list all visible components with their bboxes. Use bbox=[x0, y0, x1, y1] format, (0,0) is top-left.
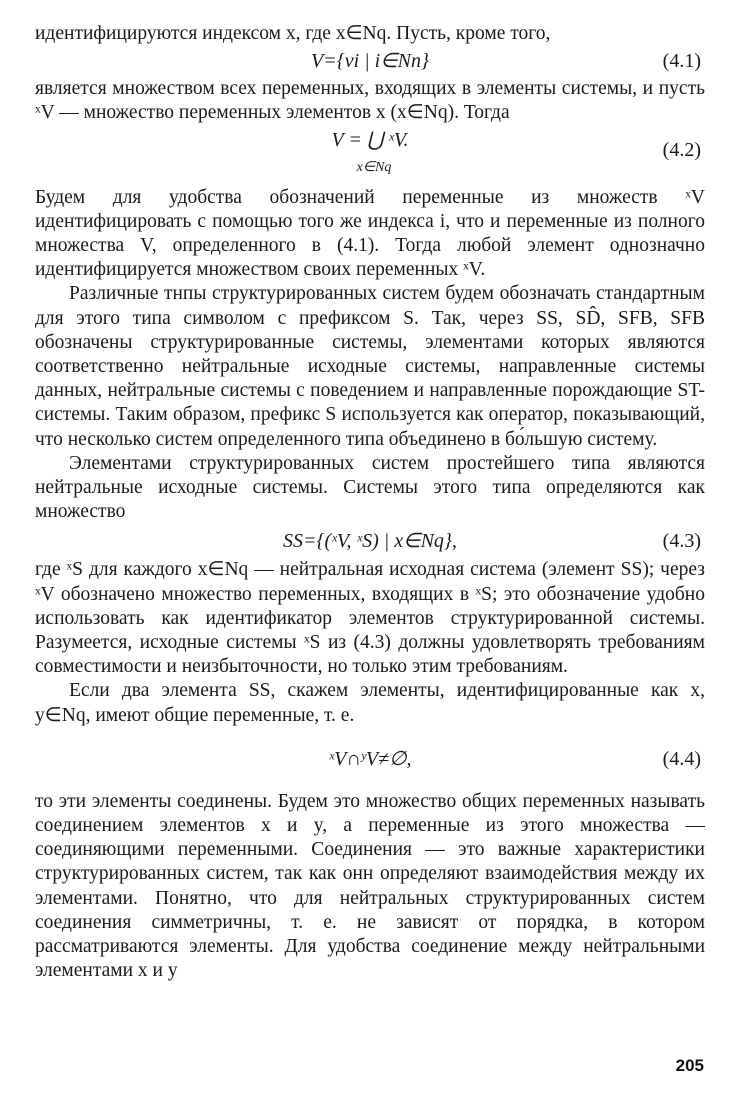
paragraph-variables: является множеством всех переменных, входящих в элементы системы, и пусть ˣV — множество переменных элементов x (x∈Nq). Тогда bbox=[35, 78, 705, 124]
paragraph-continuation: идентифицируются индексом x, где x∈Nq. Пусть, кроме того, bbox=[35, 23, 551, 44]
equation-4-3-number: (4.3) bbox=[662, 530, 701, 553]
paragraph-definition: где ˣS для каждого x∈Nq — нейтральная исходная система (элемент SS); через ˣV обозначено множество переменных, входящих в ˣS; это обозначение удобно использовать как идентификатор элементов структурированной системы. Разумеется, исходные системы ˣS из (4.3) должны удовлетворять требованиям совместимости и неизбыточности, но только этим требованиям. bbox=[35, 559, 705, 678]
equation-4-1 bbox=[35, 46, 705, 77]
equation-4-4 bbox=[35, 728, 705, 790]
equation-4-2 bbox=[35, 126, 705, 186]
equation-4-4-body: ˣV∩ʸV≠∅, bbox=[328, 747, 412, 770]
paragraph-common-variables: Если два элемента SS, скажем элементы, идентифицированные как x, y∈Nq, имеют общие переменные, т. е. bbox=[35, 680, 705, 726]
equation-4-3-body: SS={(ˣV, ˣS) | x∈Nq}, bbox=[283, 530, 457, 553]
paragraph-notation: Будем для удобства обозначений переменные из множеств ˣV идентифицировать с помощью того же индекса i, что и переменные из полного множества V, определенного в (4.1). Тогда любой элемент однозначно идентифицируется множеством своих переменных ˣV. bbox=[35, 186, 705, 281]
equation-4-3 bbox=[35, 524, 705, 558]
paragraph-system-types: Различные тнпы структурированных систем будем обозначать стандартным для этого типа символом с префиксом S. Так, через SS, SD̂, SFB, SFB обозначены структурированные системы, элементами которых являются соответственно нейтральные исходные системы, направленные системы данных, нейтральные системы с поведением и направленные порождающие ST-системы. Таким образом, префикс S используется как оператор, показывающий, что несколько систем определенного типа объединено в бо́льшую систему. bbox=[35, 283, 705, 450]
equation-4-1-number: (4.1) bbox=[662, 50, 701, 73]
equation-4-2-number: (4.2) bbox=[662, 138, 701, 161]
equation-4-1-body: V={vi | i∈Nn} bbox=[311, 50, 429, 73]
equation-4-4-number: (4.4) bbox=[662, 747, 701, 770]
equation-4-2-body: V = ⋃ ˣV. bbox=[331, 128, 409, 151]
page-number: 205 bbox=[675, 1056, 704, 1075]
page-body bbox=[35, 22, 705, 984]
equation-4-2-subscript: x∈Nq bbox=[356, 159, 392, 175]
paragraph-elements: Элементами структурированных систем простейшего типа являются нейтральные исходные системы. Системы этого типа определяются как множество bbox=[35, 452, 705, 523]
paragraph-connections: то эти элементы соединены. Будем это множество общих переменных называть соединением элементов x и y, а переменные из этого множества — соединяющими переменными. Соединения — это важные характеристики структурированных систем, так как онн определяют взаимодействия между их элементами. Понятно, что для нейтральных структурированных систем соединения симметричны, т. е. не зависят от порядка, в котором рассматриваются элементы. Для удобства соединение между нейтральными элементами x и y bbox=[35, 790, 705, 982]
